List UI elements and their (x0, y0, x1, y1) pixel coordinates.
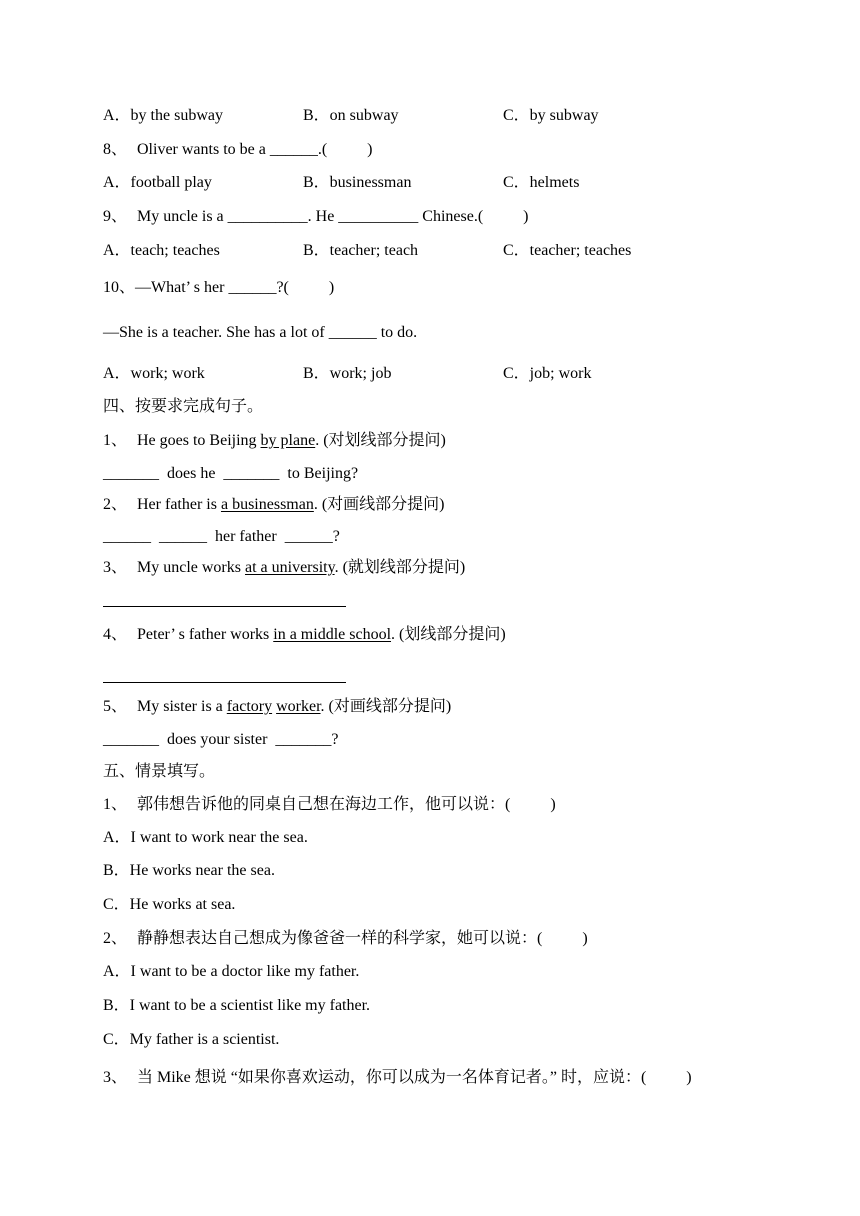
sentence-item (103, 625, 506, 645)
item-number: 5、 (103, 698, 128, 715)
sentence-item (103, 431, 446, 451)
underlined-phrase: by plane (260, 432, 316, 449)
sentence-text: Peter’ s father works (137, 626, 274, 643)
option-a: A．teach; teaches (103, 242, 220, 259)
option-b: B．He works near the sea. (103, 862, 275, 879)
option-c: C．He works at sea. (103, 896, 236, 913)
sentence-item (103, 697, 451, 717)
question-text: 静静想表达自己想成为像爸爸一样的科学家，她可以说：( ) (137, 930, 588, 947)
scenario-question (103, 929, 588, 949)
option-c: C．by subway (503, 107, 599, 124)
option-b: B．I want to be a scientist like my father. (103, 997, 371, 1014)
option-c: C．My father is a scientist. (103, 1031, 280, 1048)
instruction: . (划线部分提问) (391, 626, 506, 643)
item-number: 3、 (103, 559, 128, 576)
question-text: Oliver wants to be a ______.( ) (137, 141, 373, 158)
question-number: 8、 (103, 141, 128, 158)
underlined-phrase: a businessman (220, 496, 314, 513)
option-a: A．I want to be a doctor like my father. (103, 963, 360, 980)
sentence-item (103, 558, 465, 578)
underlined-phrase: in a middle school (273, 626, 392, 643)
option-a: A．work; work (103, 365, 205, 382)
option-c: C．job; work (503, 365, 592, 382)
underlined-phrase: at a university (244, 559, 335, 576)
item-number: 1、 (103, 432, 128, 449)
instruction: . (对划线部分提问) (315, 432, 446, 449)
item-number: 2、 (103, 496, 128, 513)
scenario-question (103, 795, 556, 815)
option-b: B．on subway (303, 107, 399, 124)
question-8 (103, 140, 373, 160)
answer-rule (103, 682, 346, 683)
question-number: 2、 (103, 930, 128, 947)
instruction: . (对画线部分提问) (313, 496, 445, 513)
answer-line: _______ does your sister _______? (103, 731, 339, 748)
sentence-item (103, 495, 445, 515)
option-c: C．helmets (503, 174, 580, 191)
option-a: A．by the subway (103, 107, 223, 124)
option-b: B．work; job (303, 365, 392, 382)
question-number: 9、 (103, 208, 128, 225)
option-b: B．teacher; teach (303, 242, 419, 259)
underlined-word: factory (226, 698, 273, 715)
option-b: B．businessman (303, 174, 412, 191)
question-number: 3、 (103, 1069, 128, 1086)
instruction: . (对画线部分提问) (320, 698, 452, 715)
sentence-text: My uncle works (137, 559, 245, 576)
scenario-question (103, 1068, 692, 1088)
sentence-text: He goes to Beijing (137, 432, 261, 449)
option-a: A．football play (103, 174, 212, 191)
answer-line: _______ does he _______ to Beijing? (103, 465, 359, 482)
question-number: 1、 (103, 796, 128, 813)
section-title: 五、情景填写。 (103, 763, 216, 780)
question-text: 郭伟想告诉他的同桌自己想在海边工作，他可以说：( ) (137, 796, 556, 813)
sentence-text: My sister is a (137, 698, 227, 715)
question-9 (103, 207, 529, 227)
option-a: A．I want to work near the sea. (103, 829, 308, 846)
answer-line: ______ ______ her father ______? (103, 528, 340, 545)
option-c: C．teacher; teaches (503, 242, 632, 259)
section-title: 四、按要求完成句子。 (103, 398, 264, 415)
question-text: My uncle is a __________. He __________ Chinese.( ) (137, 208, 529, 225)
instruction: . (就划线部分提问) (334, 559, 466, 576)
answer-rule (103, 606, 346, 607)
question-text: 当 Mike 想说 “如果你喜欢运动，你可以成为一名体育记者。” 时，应说：( ) (137, 1069, 692, 1086)
item-number: 4、 (103, 626, 128, 643)
question-10: 10、—What’ s her ______?( ) (103, 279, 335, 296)
question-10-reply: —She is a teacher. She has a lot of ______ to do. (103, 324, 418, 341)
underlined-word: worker (276, 698, 321, 715)
sentence-text: Her father is (137, 496, 221, 513)
